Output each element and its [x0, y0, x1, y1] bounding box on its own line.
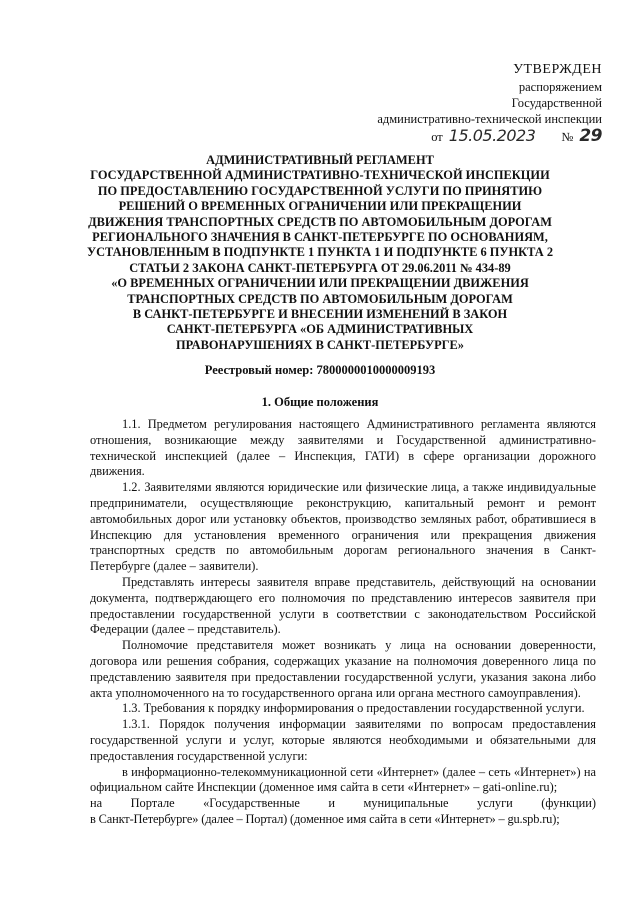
- paragraph-portal-line-1: на Портале «Государственные и муниципальные услуги (функции): [90, 796, 596, 811]
- title-line: ДВИЖЕНИЯ ТРАНСПОРТНЫХ СРЕДСТВ ПО АВТОМОБИЛЬНЫМ ДОРОГАМ: [88, 214, 552, 229]
- paragraph: Полномочие представителя может возникать у лица на основании доверенности, договора или решения собрания, содержащих указание на полномочия доверенного лица по представлению заявителя при предоставлении государственной услуги, указания закона либо акта уполномоченного на то государственного органа или органа местного самоуправления).: [90, 638, 596, 700]
- approval-heading: УТВЕРЖДЕН: [513, 62, 602, 77]
- title-line: УСТАНОВЛЕННЫМ В ПОДПУНКТЕ 1 ПУНКТА 1 И ПОДПУНКТЕ 6 ПУНКТА 2: [86, 245, 554, 260]
- registry-number: Реестровый номер: 7800000010000009193: [204, 363, 436, 377]
- title-line: ПО ПРЕДОСТАВЛЕНИЮ ГОСУДАРСТВЕННОЙ УСЛУГИ ПО ПРИНЯТИЮ: [97, 183, 543, 198]
- title-line: РЕШЕНИЙ О ВРЕМЕННЫХ ОГРАНИЧЕНИИ ИЛИ ПРЕКРАЩЕНИИ: [118, 199, 522, 214]
- title-line: «О ВРЕМЕННЫХ ОГРАНИЧЕНИИ ИЛИ ПРЕКРАЩЕНИИ ДВИЖЕНИЯ: [111, 276, 529, 291]
- document-title: [60, 153, 580, 353]
- paragraph: 1.2. Заявителями являются юридические или физические лица, а также индивидуальные предприниматели, осуществляющие реконструкцию, капитальный ремонт и ремонт автомобильных дорог или установку объектов, производство земляных работ, обратившиеся в Инспекцию для установления временного ограничения или прекращения движения транспортных средств по автомобильным дорогам регионального значения в Санкт-Петербурге (далее – заявители).: [90, 480, 596, 574]
- paragraph: 1.3.1. Порядок получения информации заявителями по вопросам предоставления государственной услуги и услуг, которые являются необходимыми и обязательными для предоставления государственной услуги:: [90, 717, 596, 763]
- section-heading: 1. Общие положения: [261, 395, 379, 409]
- number-sign: №: [561, 130, 574, 144]
- date-prefix: от: [431, 130, 443, 144]
- title-line: ГОСУДАРСТВЕННОЙ АДМИНИСТРАТИВНО-ТЕХНИЧЕСКОЙ ИНСПЕКЦИИ: [90, 168, 550, 183]
- title-line: СТАТЬИ 2 ЗАКОНА САНКТ-ПЕТЕРБУРГА ОТ 29.06.2011 № 434-89: [129, 260, 511, 275]
- handwritten-number: 29: [579, 126, 602, 146]
- paragraph: Представлять интересы заявителя вправе представитель, действующий на основании документа, подтверждающего его полномочия по представлению интересов заявителя при предоставлении государственной услуги в соответствии с законодательством Российской Федерации (далее – представитель).: [90, 574, 596, 637]
- title-line: ТРАНСПОРТНЫХ СРЕДСТВ ПО АВТОМОБИЛЬНЫМ ДОРОГАМ: [127, 291, 513, 306]
- handwritten-date: 15.05.2023: [448, 126, 536, 145]
- approval-line-3: административно-технической инспекции: [377, 112, 602, 126]
- approval-line-1: распоряжением: [518, 80, 602, 94]
- document-body: [90, 417, 596, 828]
- title-line: АДМИНИСТРАТИВНЫЙ РЕГЛАМЕНТ: [206, 153, 434, 167]
- title-line: ПРАВОНАРУШЕНИЯХ В САНКТ-ПЕТЕРБУРГЕ»: [176, 337, 464, 352]
- paragraph-portal-line-2: в Санкт-Петербурге» (далее – Портал) (доменное имя сайта в сети «Интернет» – gu.spb.ru);: [90, 811, 560, 826]
- approval-block: [302, 62, 602, 145]
- approval-line-2: Государственной: [511, 96, 602, 110]
- paragraph: 1.3. Требования к порядку информирования о предоставлении государственной услуги.: [122, 701, 585, 716]
- paragraph: 1.1. Предметом регулирования настоящего Административного регламента являются отношения, возникающие между заявителями и Государственной административно-технической инспекцией (далее – Инспекция, ГАТИ) в сфере организации дорожного движения.: [90, 417, 596, 479]
- approval-date-row: [302, 128, 602, 145]
- title-line: В САНКТ-ПЕТЕРБУРГЕ И ВНЕСЕНИИ ИЗМЕНЕНИЙ В ЗАКОН: [132, 307, 508, 322]
- paragraph: в информационно-телекоммуникационной сети «Интернет» (далее – сеть «Интернет») на официальном сайте Инспекции (доменное имя сайта в сети «Интернет» – gati-online.ru);: [90, 764, 596, 795]
- title-line: РЕГИОНАЛЬНОГО ЗНАЧЕНИЯ В САНКТ-ПЕТЕРБУРГЕ ПО ОСНОВАНИЯМ,: [92, 230, 548, 245]
- title-line: САНКТ-ПЕТЕРБУРГА «ОБ АДМИНИСТРАТИВНЫХ: [166, 322, 474, 337]
